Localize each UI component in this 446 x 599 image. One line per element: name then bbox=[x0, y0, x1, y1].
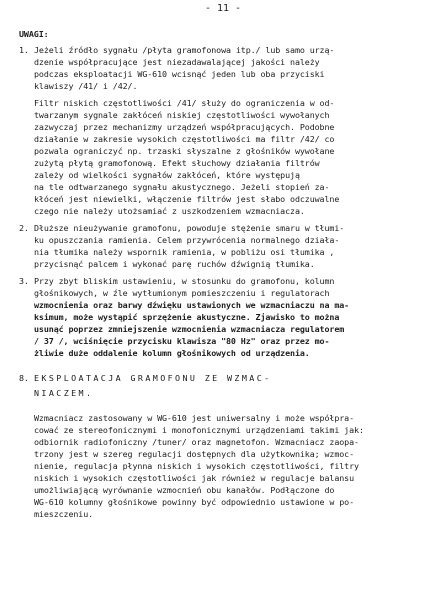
item-1-line-9: pozwala ograniczyć np. trzaski słyszalne z głośników wywołane bbox=[34, 146, 335, 156]
item-1-line-10: zużytą płytą gramofonową. Efekt słuchowy działania filtrów bbox=[34, 158, 320, 168]
item-1-line-5: Filtr niskich częstotliwości /41/ służy do ograniczenia w od- bbox=[34, 98, 335, 108]
item-3-line-5: usunąć poprzez zmniejszenie wzmocnienia wzmacniacza regulatorem bbox=[34, 324, 345, 334]
item-2-line-3: nia tłumika należy wspornik ramienia, w pobliżu osi tłumika , bbox=[34, 247, 335, 257]
notes-heading: UWAGI: bbox=[19, 29, 49, 39]
item-2-line-4: przycisnąć palcem i wykonać parę ruchów dźwignią tłumika. bbox=[34, 259, 315, 269]
item-1-line-4: klawiszy /41/ i /42/. bbox=[34, 81, 138, 91]
section-line-4: trzony jest w szereg regulacji dostępnych dla użytkownika; wzmoc- bbox=[34, 449, 355, 459]
section-number: 8. bbox=[19, 373, 29, 383]
section-line-7: umożliwiającą wyrównanie wzmocnień obu kanałów. Podłączone do bbox=[34, 485, 335, 495]
section-line-3: odbiornik radiofoniczny /tuner/ oraz magnetofon. Wzmacniacz zaopa- bbox=[34, 437, 359, 447]
item-1-line-1: Jeżeli źródło sygnału /płyta gramofonowa itp./ lub samo urzą- bbox=[34, 45, 335, 55]
section-title-line-2: NIACZEM. bbox=[34, 388, 94, 398]
item-2-line-2: ku opuszczania ramienia. Celem przywrócenia normalnego działa- bbox=[34, 235, 340, 245]
section-line-8: WG-610 kolumny głośnikowe powinny być odpowiednio ustawione w po- bbox=[34, 497, 355, 507]
section-line-5: nienie, regulacja płynna niskich i wysokich częstotliwości, filtry bbox=[34, 461, 359, 471]
item-1-line-7: zazwyczaj przez mechanizmy urządzeń współpracujących. Podobne bbox=[34, 122, 335, 132]
item-3-line-1: Przy zbyt bliskim ustawieniu, w stosunku do gramofonu, kolumn bbox=[34, 276, 335, 286]
item-1-line-8: działanie w zakresie wysokich częstotliwości ma filtr /42/ co bbox=[34, 134, 335, 144]
item-3-line-7: żliwie duże oddalenie kolumn głośnikowych od urządzenia. bbox=[34, 348, 310, 358]
section-title-line-1: EKSPLOATACJA GRAMOFONU ZE WZMAC- bbox=[34, 373, 272, 383]
item-1-line-12: na tle odtwarzanego sygnału akustycznego. Jeżeli stopień za- bbox=[34, 182, 330, 192]
section-line-1: Wzmacniacz zastosowany w WG-610 jest uniwersalny i może współpra- bbox=[34, 413, 355, 423]
item-number: 2. bbox=[19, 223, 29, 233]
item-1-line-14: czego nie należy utożsamiać z uszkodzeniem wzmacniacza. bbox=[34, 206, 305, 216]
section-line-2: cować ze stereofonicznymi i monofonicznymi urządzeniami takimi jak: bbox=[34, 425, 364, 435]
item-3-line-4: ksimum, może wystąpić sprzężenie akustyczne. Zjawisko to można bbox=[34, 312, 340, 322]
item-1-line-2: dzenie współpracujące jest niezadawalającej jakości należy bbox=[34, 57, 320, 67]
item-1-line-3: podczas eksploatacji WG-610 wcisnąć jeden lub oba przyciski bbox=[34, 69, 325, 79]
item-3-line-2: głośnikowych, w źle wytłumionym pomieszczeniu i regulatorach bbox=[34, 288, 330, 298]
section-line-9: mieszczeniu. bbox=[34, 509, 94, 519]
item-3-line-6: / 37 /, wciśnięcie przycisku klawisza "80 Hz" oraz przez mo- bbox=[34, 336, 330, 346]
item-1-line-13: kłóceń jest niewielki, włączenie filtrów jest słabo odczuwalne bbox=[34, 194, 340, 204]
item-2-line-1: Dłuższe nieużywanie gramofonu, powoduje stężenie smaru w tłumi- bbox=[34, 223, 345, 233]
item-number: 1. bbox=[19, 45, 29, 55]
item-number: 3. bbox=[19, 276, 29, 286]
item-3-line-3: wzmocnienia oraz barwy dźwięku ustawionych we wzmacniaczu na ma- bbox=[34, 300, 350, 310]
section-line-6: niskich i wysokich częstotliwości jak również w regulacje balansu bbox=[34, 473, 355, 483]
item-1-line-6: twarzanym sygnale zakłóceń niskiej częstotliwości wywołanych bbox=[34, 110, 330, 120]
page-number: - 11 - bbox=[204, 3, 242, 14]
item-1-line-11: zależy od wielkości sygnałów zakłóceń, które występują bbox=[34, 170, 300, 180]
